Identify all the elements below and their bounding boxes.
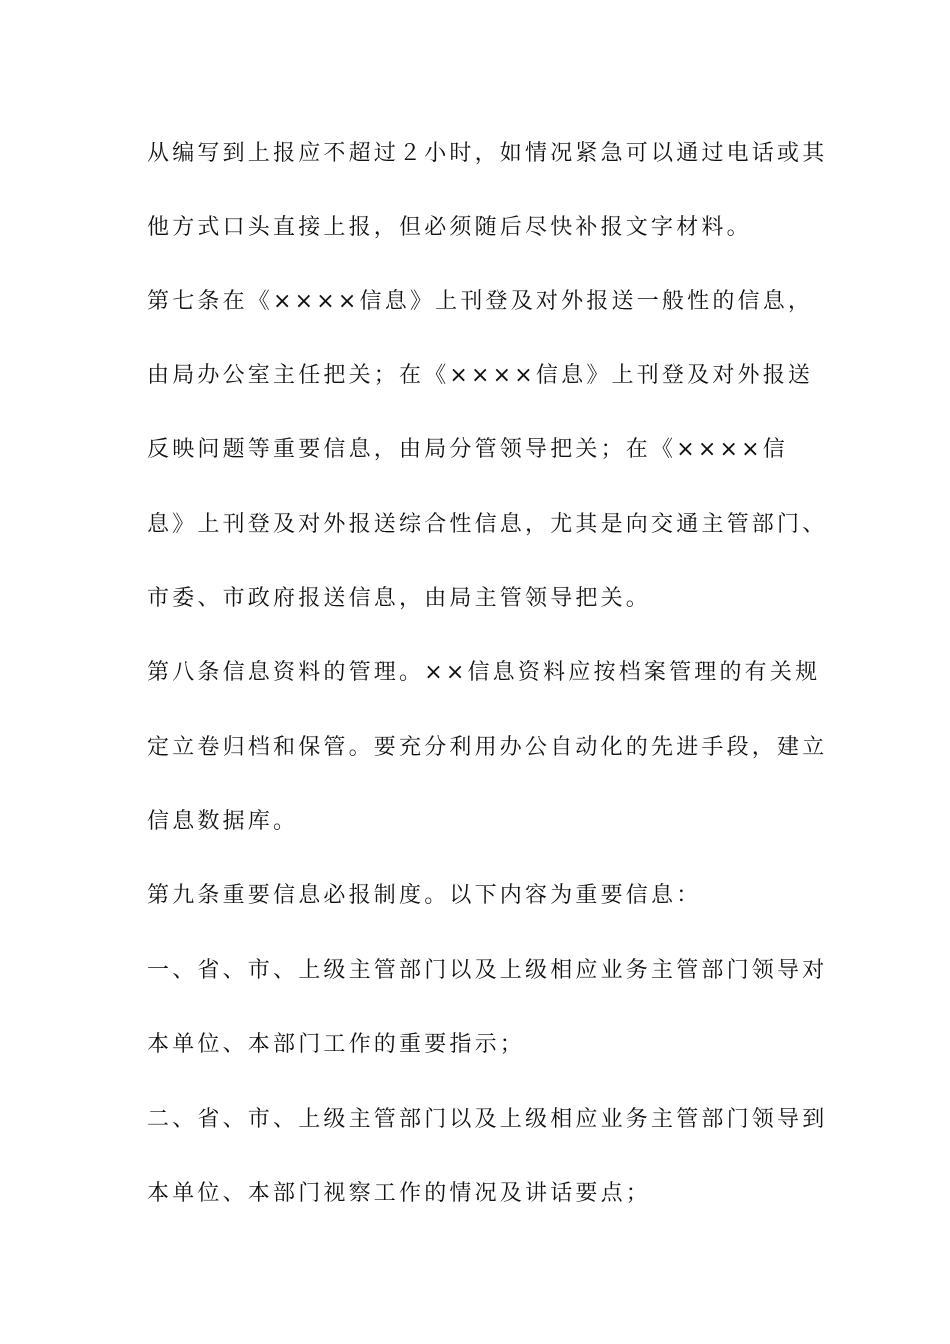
text-line: 反映问题等重要信息，由局分管领导把关；在《××××信 [147,437,788,462]
text-line: 第七条在《××××信息》上刊登及对外报送一般性的信息， [147,289,814,314]
text-line: 由局办公室主任把关；在《××××信息》上刊登及对外报送 [147,363,814,388]
text-line: 第九条重要信息必报制度。以下内容为重要信息： [147,883,702,908]
text-line: 信息数据库。 [147,809,299,834]
text-line: 一、省、市、上级主管部门以及上级相应业务主管部门领导对 [147,958,828,983]
text-line: 他方式口头直接上报，但必须随后尽快补报文字材料。 [147,215,752,240]
text-line: 从编写到上报应不超过２小时，如情况紧急可以通过电话或其 [147,141,828,166]
text-line: 第八条信息资料的管理。××信息资料应按档案管理的有关规 [147,660,821,685]
text-line: 定立卷归档和保管。要充分利用办公自动化的先进手段，建立 [147,735,828,760]
text-line: 息》上刊登及对外报送综合性信息，尤其是向交通主管部门、 [147,512,828,537]
text-line: 市委、市政府报送信息，由局主管领导把关。 [147,586,652,611]
text-line: 本单位、本部门视察工作的情况及讲话要点； [147,1181,652,1206]
text-line: 本单位、本部门工作的重要指示； [147,1032,526,1057]
text-line: 二、省、市、上级主管部门以及上级相应业务主管部门领导到 [147,1107,828,1132]
